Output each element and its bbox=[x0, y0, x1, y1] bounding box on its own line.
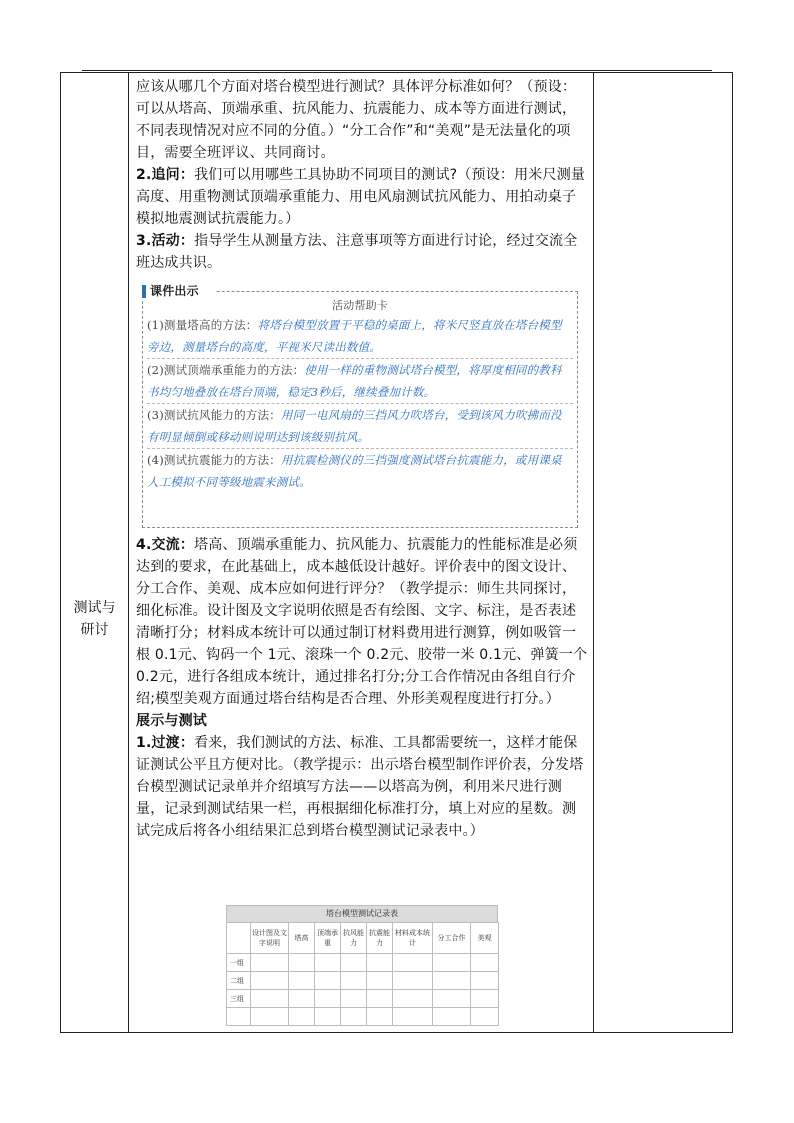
table-cell bbox=[289, 1008, 315, 1026]
header-cell: 美观 bbox=[471, 923, 499, 954]
table-cell bbox=[471, 1008, 499, 1026]
courseware-item-head: (3)测试抗风能力的方法： bbox=[147, 408, 281, 422]
header-cell bbox=[227, 923, 251, 954]
table-cell bbox=[341, 972, 367, 990]
table-cell bbox=[289, 954, 315, 972]
header-cell: 塔高 bbox=[289, 923, 315, 954]
header-cell: 分工合作 bbox=[433, 923, 471, 954]
item-4 bbox=[136, 534, 588, 710]
table-cell bbox=[251, 954, 289, 972]
column-divider-left bbox=[128, 73, 129, 1032]
table-cell bbox=[315, 1008, 341, 1026]
table-cell bbox=[433, 990, 471, 1008]
table-cell bbox=[367, 1008, 393, 1026]
courseware-dashed-frame bbox=[142, 291, 578, 528]
section-2-item-1-text: 看来，我们测试的方法、标准、工具都需要统一，这样才能保证测试公平且方便对比。（教学提示：出示塔台模型制作评价表，分发塔台模型测试记录单并介绍填写方法——以塔高为例，利用米尺进行测量，记录到测试结果一栏，再根据细化标准打分，填上对应的星数。测试完成后将各小组结果汇总到塔台模型测试记录表中。） bbox=[136, 735, 584, 839]
table-cell bbox=[315, 972, 341, 990]
table-row bbox=[227, 990, 499, 1008]
table-cell bbox=[341, 954, 367, 972]
header-cell: 抗震能力 bbox=[367, 923, 393, 954]
record-table-header-row bbox=[227, 923, 499, 954]
table-cell bbox=[393, 990, 433, 1008]
courseware-item-head: (1)测量塔高的方法： bbox=[147, 318, 258, 332]
lesson-content bbox=[136, 76, 588, 842]
item-3 bbox=[136, 230, 588, 274]
table-cell bbox=[315, 954, 341, 972]
section-title: 展示与测试 bbox=[136, 713, 207, 729]
courseware-tab bbox=[136, 282, 216, 300]
courseware-box bbox=[136, 282, 588, 528]
top-rule bbox=[82, 70, 712, 71]
courseware-item bbox=[143, 404, 577, 448]
table-cell bbox=[471, 972, 499, 990]
table-cell bbox=[393, 1008, 433, 1026]
table-cell bbox=[315, 990, 341, 1008]
table-cell bbox=[471, 954, 499, 972]
courseware-tab-label: 课件出示 bbox=[150, 284, 199, 298]
header-cell: 材料成本统计 bbox=[393, 923, 433, 954]
stage-label-line2: 研讨 bbox=[80, 622, 109, 638]
table-cell bbox=[393, 972, 433, 990]
table-cell bbox=[289, 990, 315, 1008]
table-cell bbox=[471, 990, 499, 1008]
item-4-text: 塔高、顶端承重能力、抗风能力、抗震能力的性能标准是必须达到的要求，在此基础上，成本越低设计越好。评价表中的图文设计、分工合作、美观、成本应如何进行评分？（教学提示：师生共同探讨，细化标准。设计图及文字说明依照是否有绘图、文字、标注，是否表述清晰打分；材料成本统计可以通过制订材料费用进行测算，例如吸管一根 0.1元、钩码一个 1元、滚珠一个 0.2元、胶带一米 0.1元、弹簧一个 0.2元，进行各组成本统计，通过排名打分;分工合作情况由各组自行介绍;模型美观方面通过塔台结构是否合理、外形美观程度进行打分。） bbox=[136, 537, 588, 707]
table-cell bbox=[433, 1008, 471, 1026]
courseware-item-body: 使用一样的重物测试塔台模型，将厚度相同的教科书均匀地叠放在塔台顶端，稳定3秒后，继续叠加计数。 bbox=[147, 363, 562, 399]
record-table bbox=[226, 922, 499, 1026]
courseware-item-body: 将塔台模型放置于平稳的桌面上，将米尺竖直放在塔台模型旁边，测量塔台的高度，平视米尺读出数值。 bbox=[147, 318, 562, 354]
table-cell bbox=[251, 1008, 289, 1026]
intro-paragraph: 应该从哪几个方面对塔台模型进行测试？具体评分标准如何？（预设：可以从塔高、顶端承重、抗风能力、抗震能力、成本等方面进行测试，不同表现情况对应不同的分值。）“分工合作”和“美观”是无法量化的项目，需要全班评议、共同商讨。 bbox=[136, 79, 577, 161]
table-cell bbox=[289, 972, 315, 990]
stage-label bbox=[61, 597, 128, 641]
row-label: 三组 bbox=[227, 990, 251, 1008]
table-cell bbox=[433, 972, 471, 990]
header-cell: 抗风能力 bbox=[341, 923, 367, 954]
courseware-item-head: (2)测试顶端承重能力的方法： bbox=[147, 363, 305, 377]
courseware-card-title: 活动帮助卡 bbox=[332, 299, 388, 312]
column-divider-right bbox=[593, 73, 594, 1032]
row-label bbox=[227, 1008, 251, 1026]
record-table-figure bbox=[226, 905, 498, 1026]
item-2 bbox=[136, 164, 588, 230]
header-cell: 顶端承重 bbox=[315, 923, 341, 954]
section-2-item-1-label: 1.过渡： bbox=[136, 735, 195, 751]
item-4-label: 4.交流： bbox=[136, 537, 195, 553]
record-table-title: 塔台模型测试记录表 bbox=[226, 905, 498, 922]
row-label: 二组 bbox=[227, 972, 251, 990]
table-cell bbox=[367, 972, 393, 990]
stage-label-line1: 测试与 bbox=[73, 600, 116, 616]
courseware-item bbox=[143, 449, 577, 493]
courseware-item-body: 用同一电风扇的三挡风力吹塔台，受到该风力吹拂而没有明显倾倒或移动则说明达到该级别抗风。 bbox=[147, 408, 562, 444]
item-3-label: 3.活动： bbox=[136, 233, 195, 249]
header-cell: 设计图及文字说明 bbox=[251, 923, 289, 954]
table-cell bbox=[433, 954, 471, 972]
courseware-item-body: 用抗震检测仪的三挡强度测试塔台抗震能力，或用课桌人工模拟不同等级地震来测试。 bbox=[147, 453, 562, 489]
table-cell bbox=[393, 954, 433, 972]
courseware-tab-marker bbox=[142, 285, 146, 298]
courseware-item-head: (4)测试抗震能力的方法： bbox=[147, 453, 281, 467]
lesson-table bbox=[60, 72, 733, 1033]
item-2-text: 我们可以用哪些工具协助不同项目的测试?（预设：用米尺测量高度、用重物测试顶端承重能力、用电风扇测试抗风能力、用拍动桌子模拟地震测试抗震能力。） bbox=[136, 167, 586, 227]
item-2-label: 2.追问： bbox=[136, 167, 195, 183]
table-cell bbox=[367, 990, 393, 1008]
table-cell bbox=[341, 1008, 367, 1026]
courseware-item bbox=[143, 314, 577, 358]
table-row bbox=[227, 1008, 499, 1026]
table-cell bbox=[367, 954, 393, 972]
table-row bbox=[227, 954, 499, 972]
section-2-item-1 bbox=[136, 732, 588, 842]
table-cell bbox=[341, 990, 367, 1008]
table-row bbox=[227, 972, 499, 990]
table-cell bbox=[251, 990, 289, 1008]
row-label: 一组 bbox=[227, 954, 251, 972]
item-3-text: 指导学生从测量方法、注意事项等方面进行讨论，经过交流全班达成共识。 bbox=[136, 233, 578, 271]
table-cell bbox=[251, 972, 289, 990]
courseware-item bbox=[143, 359, 577, 403]
